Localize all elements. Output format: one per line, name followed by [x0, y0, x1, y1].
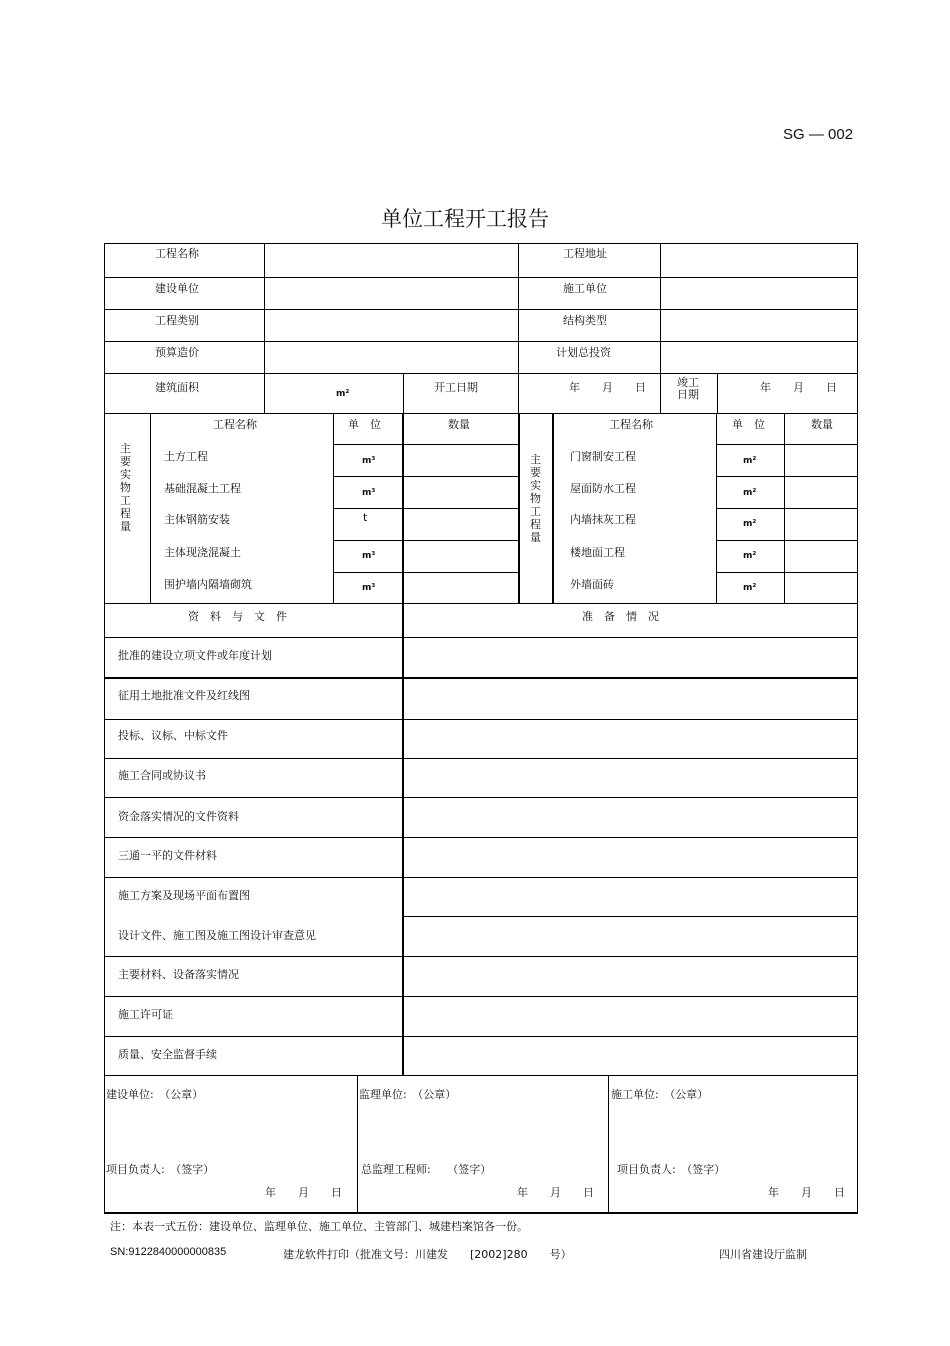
row-line — [104, 956, 858, 957]
header-name-left: 工程名称 — [213, 418, 257, 431]
header-unit-right: 单 位 — [732, 418, 765, 431]
label-project-address: 工程地址 — [563, 247, 607, 260]
footer-sn: SN:9122840000000835 — [110, 1246, 227, 1258]
label-builder-unit: 建设单位 — [155, 282, 199, 295]
row-line — [104, 341, 858, 342]
row-line — [403, 916, 858, 917]
quantity-item-unit: m² — [743, 551, 757, 561]
quantity-item-unit: m² — [743, 519, 757, 529]
table-border-right — [857, 243, 858, 1213]
label-building-area: 建筑面积 — [155, 381, 199, 394]
quantity-item-name: 土方工程 — [164, 450, 208, 463]
table-border-left — [104, 243, 105, 1213]
col-line — [660, 373, 661, 413]
quantity-item-name: 围护墙内隔墙砌筑 — [164, 578, 252, 591]
quantities-side-label-left: 主要实物工程量 — [120, 442, 131, 533]
doc-item: 主要材料、设备落实情况 — [118, 968, 239, 981]
row-line — [716, 508, 857, 509]
footer-note: 注：本表一式五份：建设单位、监理单位、施工单位、主管部门、城建档案馆各一份。 — [110, 1220, 528, 1233]
row-line — [333, 508, 518, 509]
col-line — [660, 243, 661, 373]
quantity-item-unit: m³ — [362, 551, 376, 561]
row-line — [333, 540, 518, 541]
docs-header-right: 准 备 情 况 — [582, 610, 659, 623]
col-line — [264, 373, 265, 413]
label-start-date: 开工日期 — [434, 381, 478, 394]
contractor-person-label: 项目负责人: （签字） — [617, 1163, 726, 1176]
docs-header-left: 资 料 与 文 件 — [188, 610, 287, 623]
row-line — [104, 837, 858, 838]
quantity-item-name: 屋面防水工程 — [570, 482, 636, 495]
row-line — [333, 476, 518, 477]
quantity-item-unit: m² — [743, 488, 757, 498]
label-budget-cost: 预算造价 — [155, 346, 199, 359]
row-line — [104, 277, 858, 278]
doc-item: 三通一平的文件材料 — [118, 849, 217, 862]
label-completion-date-line2: 日期 — [677, 388, 699, 401]
header-qty-left: 数量 — [448, 418, 470, 431]
doc-item: 资金落实情况的文件资料 — [118, 810, 239, 823]
quantity-item-name: 主体现浇混凝土 — [164, 546, 241, 559]
quantity-item-name: 楼地面工程 — [570, 546, 625, 559]
col-line — [150, 413, 151, 603]
row-line — [104, 1075, 858, 1076]
row-line — [104, 758, 858, 759]
row-line — [104, 413, 858, 414]
header-unit-left: 单 位 — [348, 418, 381, 431]
doc-item: 质量、安全监督手续 — [118, 1048, 217, 1061]
label-structure-type: 结构类型 — [563, 314, 607, 327]
quantity-item-name: 基础混凝土工程 — [164, 482, 241, 495]
row-line — [104, 373, 858, 374]
label-project-category: 工程类别 — [155, 314, 199, 327]
row-line — [716, 540, 857, 541]
contractor-seal-label: 施工单位: （公章） — [611, 1088, 709, 1101]
row-line — [104, 1036, 858, 1037]
row-line — [716, 444, 857, 445]
col-line — [717, 373, 718, 413]
col-line — [518, 413, 520, 603]
contractor-date: 年 月 日 — [768, 1186, 845, 1199]
supervisor-person-label: 总监理工程师: （签字） — [361, 1163, 492, 1176]
col-line — [518, 373, 519, 413]
col-line — [264, 243, 265, 373]
header-qty-right: 数量 — [811, 418, 833, 431]
col-line — [402, 603, 404, 1075]
row-line — [716, 572, 857, 573]
row-line — [333, 444, 518, 445]
quantities-side-label-right: 主要实物工程量 — [530, 453, 541, 544]
builder-seal-label: 建设单位: （公章） — [106, 1088, 204, 1101]
label-planned-investment: 计划总投资 — [556, 346, 611, 359]
quantity-item-unit: m³ — [362, 583, 376, 593]
quantity-item-unit: m³ — [362, 488, 376, 498]
col-line — [518, 243, 519, 373]
page-title: 单位工程开工报告 — [381, 207, 549, 231]
quantity-item-unit: m² — [743, 456, 757, 466]
doc-item: 施工方案及现场平面布置图 — [118, 889, 250, 902]
doc-item: 批准的建设立项文件或年度计划 — [118, 649, 272, 662]
row-line — [104, 719, 858, 720]
label-project-name: 工程名称 — [155, 247, 199, 260]
quantity-item-name: 内墙抹灰工程 — [570, 513, 636, 526]
quantity-item-name: 门窗制安工程 — [570, 450, 636, 463]
row-line — [104, 677, 858, 679]
area-unit: m² — [336, 389, 350, 399]
form-code: SG — 002 — [783, 126, 854, 143]
col-line — [357, 1075, 358, 1212]
row-line — [104, 603, 858, 604]
row-line — [716, 476, 857, 477]
quantity-item-unit: m² — [743, 583, 757, 593]
builder-date: 年 月 日 — [265, 1186, 342, 1199]
row-line — [104, 996, 858, 997]
start-date-value: 年 月 日 — [569, 381, 646, 394]
supervisor-seal-label: 监理单位: （公章） — [359, 1088, 457, 1101]
doc-item: 设计文件、施工图及施工图设计审查意见 — [118, 929, 316, 942]
row-line — [104, 797, 858, 798]
row-line — [104, 309, 858, 310]
completion-date-value: 年 月 日 — [760, 381, 837, 394]
doc-item: 投标、议标、中标文件 — [118, 729, 228, 742]
doc-item: 施工许可证 — [118, 1008, 173, 1021]
supervisor-date: 年 月 日 — [517, 1186, 594, 1199]
quantity-item-unit: t — [363, 511, 368, 524]
footer-supervised-by: 四川省建设厅监制 — [719, 1248, 807, 1261]
col-line — [403, 373, 404, 413]
row-line — [333, 572, 518, 573]
quantity-item-name: 外墙面砖 — [570, 578, 614, 591]
header-name-right: 工程名称 — [609, 418, 653, 431]
label-construction-unit: 施工单位 — [563, 282, 607, 295]
label-completion-date-line1: 竣工 — [677, 376, 699, 389]
row-line — [104, 877, 858, 878]
table-border-bottom — [104, 1212, 858, 1214]
quantity-item-unit: m³ — [362, 456, 376, 466]
builder-person-label: 项目负责人: （签字） — [106, 1163, 215, 1176]
footer-software: 建龙软件打印（批准文号：川建发 [2002]280 号） — [283, 1248, 572, 1261]
quantity-item-name: 主体钢筋安装 — [164, 513, 230, 526]
col-line — [608, 1075, 609, 1212]
row-line — [104, 637, 858, 638]
col-line — [552, 413, 554, 603]
doc-item: 施工合同或协议书 — [118, 769, 206, 782]
table-border-top — [104, 243, 858, 244]
doc-item: 征用土地批准文件及红线图 — [118, 689, 250, 702]
